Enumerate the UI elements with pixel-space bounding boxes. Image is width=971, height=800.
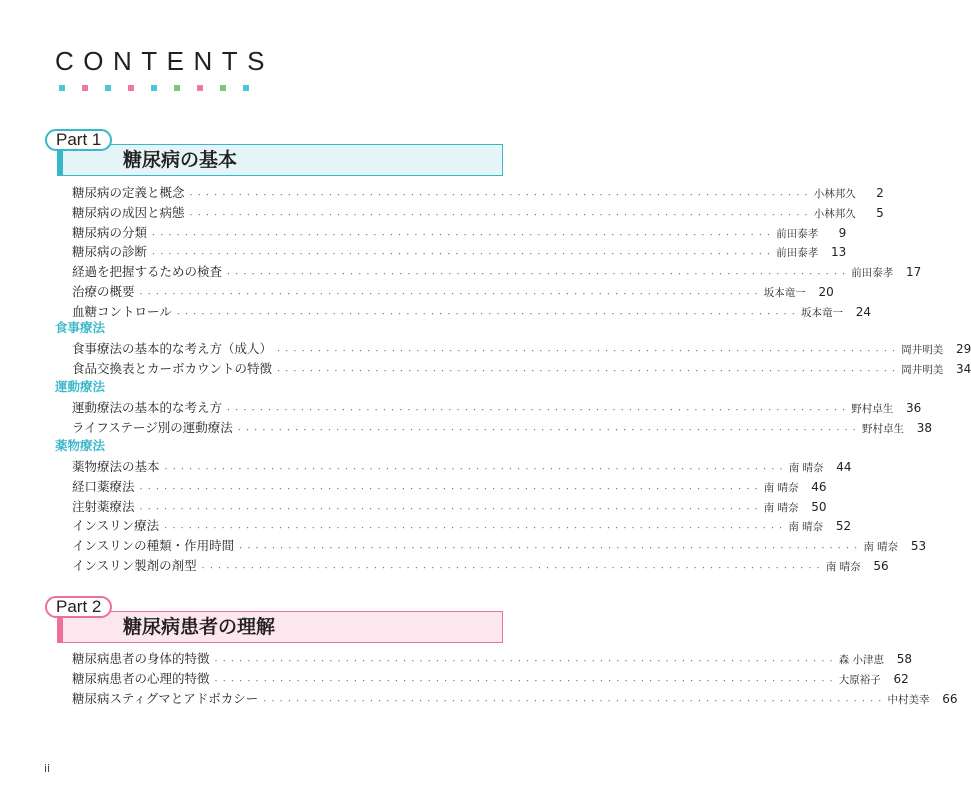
section-heading-drug: 薬物療法 [55,438,106,453]
dot-leader: ・・・・・・・・・・・・・・・・・・・・・・・・・・・・・・・・・・・・・・・・・・・・・・・・・・・・・・・・・・・・・・・・・・・・・・・・・・・・ [137,504,761,513]
section-diet-entries [72,339,971,379]
entry-author: 前田泰孝 [776,227,819,240]
decorative-dot [243,85,249,91]
dot-leader: ・・・・・・・・・・・・・・・・・・・・・・・・・・・・・・・・・・・・・・・・・・・・・・・・・・・・・・・・・・・・・・・・・・・・・・・・・・・・ [212,657,836,665]
entry-page: 62 [893,671,909,686]
entry-page: 46 [811,479,827,494]
entry-page: 52 [835,519,852,534]
entry-title: 経過を把握するための検査 [72,264,223,280]
toc-entry[interactable] [72,359,971,379]
entry-page: 44 [836,460,852,474]
part-1-title: 糖尿病の基本 [123,149,238,171]
entry-page: 2 [876,186,884,200]
contents-heading: CONTENTS [55,46,274,76]
decorative-dot [197,85,203,91]
part-2-entries [72,649,958,708]
entry-title: 糖尿病の分類 [72,224,148,240]
decorative-dot [151,85,157,91]
dot-leader: ・・・・・・・・・・・・・・・・・・・・・・・・・・・・・・・・・・・・・・・・・・・・・・・・・・・・・・・・・・・・・・・・・・・・・・・・・・・・ [162,465,786,473]
entry-author: 南 晴奈 [788,521,824,534]
entry-title: 糖尿病スティグマとアドボカシー [72,690,259,706]
dot-leader: ・・・・・・・・・・・・・・・・・・・・・・・・・・・・・・・・・・・・・・・・・・・・・・・・・・・・・・・・・・・・・・・・・・・・・・・・・・・・ [150,230,774,239]
dot-leader: ・・・・・・・・・・・・・・・・・・・・・・・・・・・・・・・・・・・・・・・・・・・・・・・・・・・・・・・・・・・・・・・・・・・・・・・・・・・・ [199,563,823,572]
entry-title: 糖尿病の診断 [72,244,148,260]
entry-author: 南 晴奈 [763,481,799,494]
dot-leader: ・・・・・・・・・・・・・・・・・・・・・・・・・・・・・・・・・・・・・・・・・・・・・・・・・・・・・・・・・・・・・・・・・・・・・・・・・・・・ [187,210,811,219]
decorative-dot [105,85,111,91]
toc-entry[interactable] [72,536,927,556]
entry-page: 58 [896,652,913,666]
decorative-dot [220,85,226,91]
dot-leader: ・・・・・・・・・・・・・・・・・・・・・・・・・・・・・・・・・・・・・・・・・・・・・・・・・・・・・・・・・・・・・・・・・・・・・・・・・・・・ [237,544,861,553]
entry-page: 20 [818,284,834,299]
entry-title: 食事療法の基本的な考え方（成人） [72,341,273,356]
toc-entry[interactable] [72,689,958,709]
part-2-banner [57,611,503,643]
entry-author: 小林邦久 [813,188,856,200]
toc-entry[interactable] [72,418,932,438]
toc-entry[interactable] [72,669,909,689]
dot-leader: ・・・・・・・・・・・・・・・・・・・・・・・・・・・・・・・・・・・・・・・・・・・・・・・・・・・・・・・・・・・・・・・・・・・・・・・・・・・・ [162,524,786,533]
toc-entry[interactable] [72,223,847,243]
entry-page: 9 [838,225,847,240]
entry-author: 中村美幸 [887,693,930,706]
decorative-dot [128,85,134,91]
part-1-banner [57,144,503,176]
entry-page: 53 [910,539,927,554]
entry-author: 南 晴奈 [788,462,824,474]
entry-page: 50 [811,499,827,514]
toc-entry[interactable] [72,649,913,669]
entry-author: 野村卓生 [851,403,894,415]
dot-leader: ・・・・・・・・・・・・・・・・・・・・・・・・・・・・・・・・・・・・・・・・・・・・・・・・・・・・・・・・・・・・・・・・・・・・・・・・・・・・ [150,250,774,259]
dot-leader: ・・・・・・・・・・・・・・・・・・・・・・・・・・・・・・・・・・・・・・・・・・・・・・・・・・・・・・・・・・・・・・・・・・・・・・・・・・・・ [137,289,761,298]
entry-author: 坂本竜一 [800,306,843,319]
entry-page: 24 [855,304,871,319]
toc-entry[interactable] [72,556,889,576]
entry-author: 小林邦久 [813,207,856,220]
entry-author: 岡井明美 [901,363,944,376]
entry-title: インスリン製剤の剤型 [72,557,197,573]
toc-entry[interactable] [72,398,922,418]
entry-title: ライフステージ別の運動療法 [72,419,233,435]
toc-entry[interactable] [72,183,884,203]
entry-author: 前田泰孝 [851,267,894,280]
entry-author: 野村卓生 [861,422,904,435]
entry-title: インスリン療法 [72,518,160,534]
dot-leader: ・・・・・・・・・・・・・・・・・・・・・・・・・・・・・・・・・・・・・・・・・・・・・・・・・・・・・・・・・・・・・・・・・・・・・・・・・・・・ [187,191,811,199]
entry-title: 血糖コントロール [72,303,172,319]
toc-entry[interactable] [72,242,847,262]
entry-title: 注射薬療法 [72,498,135,514]
section-heading-diet: 食事療法 [55,320,106,335]
part-1-tab: Part 1 [45,129,112,151]
dot-leader: ・・・・・・・・・・・・・・・・・・・・・・・・・・・・・・・・・・・・・・・・・・・・・・・・・・・・・・・・・・・・・・・・・・・・・・・・・・・・ [261,696,885,705]
entry-title: インスリンの種類・作用時間 [72,538,235,554]
entry-title: 糖尿病患者の身体的特徴 [72,651,210,666]
section-exercise-entries [72,398,932,438]
section-heading-exercise: 運動療法 [55,379,106,394]
entry-author: 岡井明美 [901,344,944,356]
entry-title: 経口薬療法 [72,478,135,494]
dot-leader: ・・・・・・・・・・・・・・・・・・・・・・・・・・・・・・・・・・・・・・・・・・・・・・・・・・・・・・・・・・・・・・・・・・・・・・・・・・・・ [225,406,849,414]
entry-page: 29 [955,342,971,356]
dot-leader: ・・・・・・・・・・・・・・・・・・・・・・・・・・・・・・・・・・・・・・・・・・・・・・・・・・・・・・・・・・・・・・・・・・・・・・・・・・・・ [174,309,798,318]
entry-page: 66 [942,691,958,706]
entry-page: 5 [876,205,884,220]
toc-entry[interactable] [72,457,852,477]
toc-entry[interactable] [72,282,834,302]
toc-entry[interactable] [72,477,827,497]
page-folio: ii [44,762,51,775]
entry-author: 森 小津恵 [838,654,885,666]
toc-entry[interactable] [72,203,884,223]
dot-leader: ・・・・・・・・・・・・・・・・・・・・・・・・・・・・・・・・・・・・・・・・・・・・・・・・・・・・・・・・・・・・・・・・・・・・・・・・・・・・ [137,484,761,493]
dot-leader: ・・・・・・・・・・・・・・・・・・・・・・・・・・・・・・・・・・・・・・・・・・・・・・・・・・・・・・・・・・・・・・・・・・・・・・・・・・・・ [225,270,849,279]
entry-title: 運動療法の基本的な考え方 [72,400,223,415]
entry-page: 34 [955,361,971,376]
toc-entry[interactable] [72,497,827,517]
entry-author: 坂本竜一 [763,286,806,299]
toc-entry[interactable] [72,262,922,282]
entry-page: 56 [873,558,889,573]
toc-entry[interactable] [72,302,871,322]
dot-leader: ・・・・・・・・・・・・・・・・・・・・・・・・・・・・・・・・・・・・・・・・・・・・・・・・・・・・・・・・・・・・・・・・・・・・・・・・・・・・ [275,347,899,355]
part-1-entries [72,183,922,322]
decorative-dot [174,85,180,91]
dot-leader: ・・・・・・・・・・・・・・・・・・・・・・・・・・・・・・・・・・・・・・・・・・・・・・・・・・・・・・・・・・・・・・・・・・・・・・・・・・・・ [275,366,899,375]
decorative-dot [82,85,88,91]
entry-page: 17 [905,265,922,280]
part-2-title: 糖尿病患者の理解 [123,616,276,638]
dot-leader: ・・・・・・・・・・・・・・・・・・・・・・・・・・・・・・・・・・・・・・・・・・・・・・・・・・・・・・・・・・・・・・・・・・・・・・・・・・・・ [212,676,836,685]
entry-title: 食品交換表とカーボカウントの特徴 [72,360,273,376]
section-drug-entries [72,457,927,576]
entry-title: 糖尿病の成因と病態 [72,204,185,220]
toc-entry[interactable] [72,339,971,359]
entry-page: 38 [916,420,932,435]
entry-title: 糖尿病患者の心理的特徴 [72,670,210,686]
toc-entry[interactable] [72,516,852,536]
entry-author: 前田泰孝 [776,247,819,260]
part-2-tab: Part 2 [45,596,112,618]
entry-page: 13 [830,245,847,260]
entry-author: 大原裕子 [838,673,881,686]
entry-author: 南 晴奈 [863,541,899,554]
entry-page: 36 [905,401,922,415]
entry-author: 南 晴奈 [763,501,799,514]
entry-title: 薬物療法の基本 [72,459,160,474]
entry-title: 糖尿病の定義と概念 [72,185,185,200]
dot-leader: ・・・・・・・・・・・・・・・・・・・・・・・・・・・・・・・・・・・・・・・・・・・・・・・・・・・・・・・・・・・・・・・・・・・・・・・・・・・・ [235,425,859,434]
entry-author: 南 晴奈 [825,560,861,573]
entry-title: 治療の概要 [72,283,135,299]
decorative-dot [59,85,65,91]
